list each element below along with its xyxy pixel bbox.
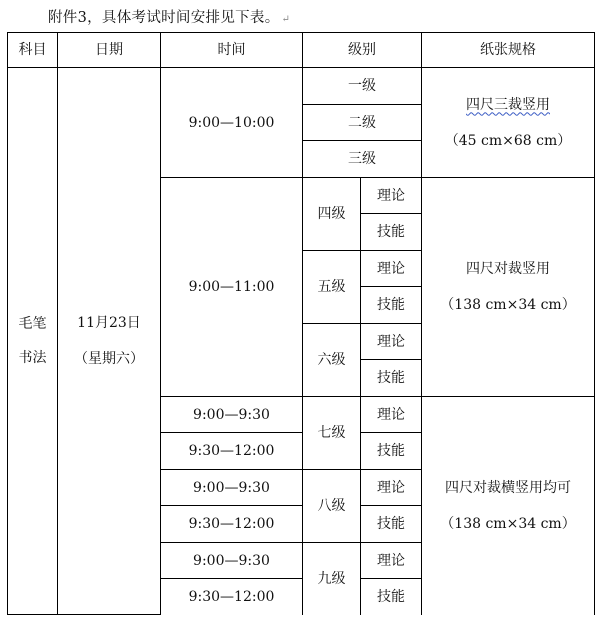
header-time: 时间 — [161, 33, 303, 68]
level-8-skill: 技能 — [361, 506, 422, 543]
level-6: 六级 — [303, 324, 361, 397]
level-1: 一级 — [303, 68, 422, 105]
level-4-theory: 理论 — [361, 178, 422, 214]
level-9-theory-time: 9:00—9:30 — [161, 543, 303, 579]
header-paper-spec: 纸张规格 — [422, 33, 595, 68]
time-block-2: 9:00—11:00 — [161, 178, 303, 397]
spec-1: 四尺三裁竖用 （45 cm×68 cm） — [422, 68, 595, 178]
level-9-skill: 技能 — [361, 579, 422, 615]
level-8-skill-time: 9:30—12:00 — [161, 506, 303, 543]
level-6-theory: 理论 — [361, 324, 422, 360]
time-block-1: 9:00—10:00 — [161, 68, 303, 178]
header-level: 级别 — [303, 33, 422, 68]
level-2: 二级 — [303, 105, 422, 141]
level-5-theory: 理论 — [361, 251, 422, 287]
level-3: 三级 — [303, 141, 422, 178]
spec-3: 四尺对裁横竖用均可 （138 cm×34 cm） — [422, 397, 595, 615]
header-row — [8, 33, 595, 68]
header-date: 日期 — [58, 33, 161, 68]
level-8-theory-time: 9:00—9:30 — [161, 470, 303, 506]
date-cell: 11月23日 （星期六） — [58, 68, 161, 615]
level-4: 四级 — [303, 178, 361, 251]
level-9-skill-time: 9:30—12:00 — [161, 579, 303, 615]
level-7-theory: 理论 — [361, 397, 422, 433]
level-7: 七级 — [303, 397, 361, 470]
level-7-skill-time: 9:30—12:00 — [161, 433, 303, 470]
level-4-skill: 技能 — [361, 214, 422, 251]
subject-cell: 毛笔 书法 — [8, 68, 58, 615]
spec-2: 四尺对裁竖用 （138 cm×34 cm） — [422, 178, 595, 397]
level-7-theory-time: 9:00—9:30 — [161, 397, 303, 433]
level-5: 五级 — [303, 251, 361, 324]
level-9: 九级 — [303, 543, 361, 615]
level-9-theory: 理论 — [361, 543, 422, 579]
exam-schedule-table — [7, 32, 595, 615]
level-5-skill: 技能 — [361, 287, 422, 324]
level-7-skill: 技能 — [361, 433, 422, 470]
header-subject: 科目 — [8, 33, 58, 68]
level-8: 八级 — [303, 470, 361, 543]
intro-text: 附件3，具体考试时间安排见下表。 ↵ — [48, 10, 291, 26]
level-8-theory: 理论 — [361, 470, 422, 506]
level-6-skill: 技能 — [361, 360, 422, 397]
